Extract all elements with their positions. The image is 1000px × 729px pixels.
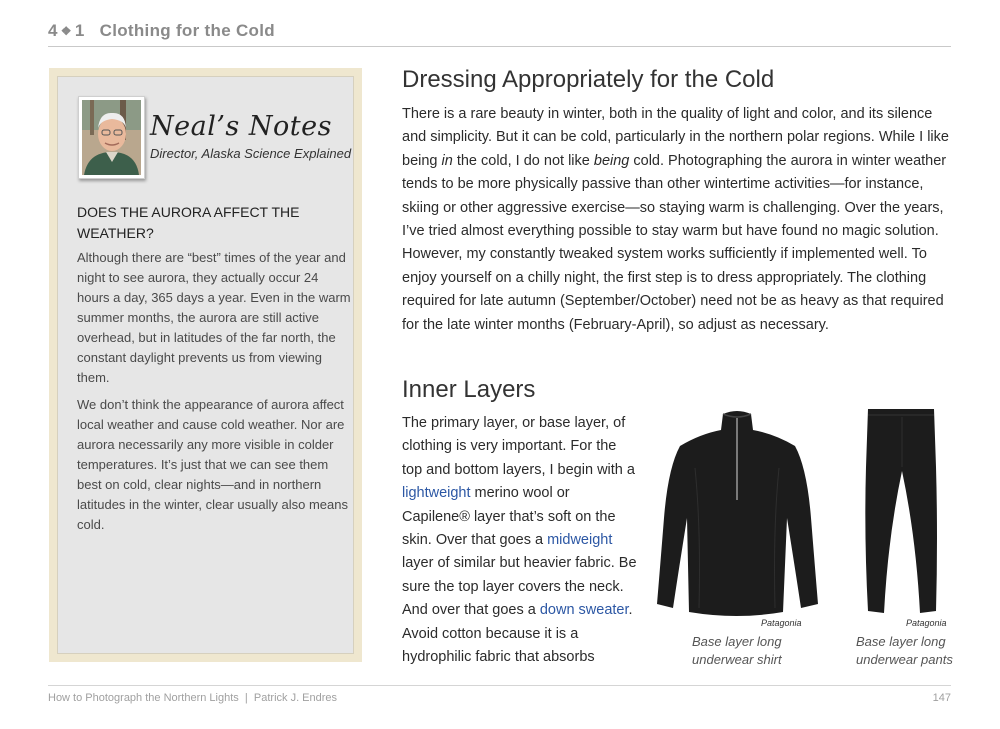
chapter-number: 4 (48, 21, 58, 40)
page-footer (48, 685, 951, 708)
pants-caption-line-1: Base layer long (856, 634, 946, 649)
section-number: 1 (74, 21, 85, 40)
shirt-caption-line-2: underwear shirt (692, 652, 782, 667)
shirt-caption-line-1: Base layer long (692, 634, 782, 649)
base-layer-pants-image (862, 407, 940, 617)
chapter-header (48, 18, 951, 47)
footer-author: Patrick J. Endres (253, 692, 338, 704)
intro-paragraph (402, 103, 952, 337)
pants-icon (862, 407, 940, 617)
inner-layers-paragraph (402, 412, 638, 669)
intro-emphasis-being: being (593, 152, 630, 169)
intro-text-1: There is a rare beauty in winter, both in the quality of light and color, and its silence and simplicity. But it can be cold, particularly in the northern polar regions. While I like being (402, 106, 949, 169)
footer-book-title: How to Photograph the Northern Lights (48, 692, 239, 704)
inner-text-4: . Avoid cotton because it is a hydrophilic fabric that absorbs (402, 602, 633, 666)
sidebar-paragraph-1: Although there are “best” times of the year and night to see aurora, they actually occur 24 hours a day, 365 days a year. Even in the warm summer months, the aurora are still active overhead, but in latitudes of the far north, the constant daylight prevents us from viewing them. (77, 250, 351, 385)
section-title: Dressing Appropriately for the Cold (402, 66, 775, 93)
inner-text-1: The primary layer, or base layer, of clothing is very important. For the top and bottom layers, I begin with a (402, 415, 635, 478)
intro-text-3: cold. Photographing the aurora in winter weather tends to be more physically passive than other wintertime activities—for instance, skiing or other aggressive exercise—so staying warm is challenging. Over the years, I’ve tried almost everything possible to stay warm but have found no magic solution. However, my constantly tweaked system works sufficiently if implemented well. To enjoy yourself on a chilly night, the first step is to dress appropriately. The clothing required for late autumn (September/October) need not be as heavy as that required for the late winter months (February-April), so adjust as necessary. (402, 152, 947, 333)
sidebar-title: Neal’s Notes (150, 111, 332, 142)
intro-text-2: the cold, I do not like (452, 152, 594, 169)
diamond-separator-icon: ❖ (60, 24, 72, 38)
subsection-title: Inner Layers (402, 376, 536, 403)
portrait-photo (82, 100, 141, 175)
sidebar-question-heading: DOES THE AURORA AFFECT THE WEATHER? (77, 204, 300, 241)
shirt-icon (655, 408, 820, 618)
base-layer-shirt-image (655, 408, 820, 618)
chapter-title: Clothing for the Cold (99, 21, 275, 40)
lightweight-link[interactable]: lightweight (402, 485, 471, 502)
shirt-caption (692, 633, 812, 669)
intro-emphasis-in: in (441, 152, 453, 169)
inner-text-2: merino wool or Capilene® layer that’s soft on the skin. Over that goes a (402, 485, 616, 549)
pants-brand-label: Patagonia (906, 618, 947, 628)
pants-caption (856, 633, 966, 669)
sidebar-subtitle: Director, Alaska Science Explained (150, 146, 352, 161)
pants-caption-line-2: underwear pants (856, 652, 953, 667)
page-number: 147 (932, 692, 951, 704)
footer-separator: | (244, 692, 248, 704)
author-portrait (78, 96, 145, 179)
midweight-link[interactable]: midweight (547, 532, 613, 549)
sidebar-inner (57, 76, 354, 654)
down-sweater-link[interactable]: down sweater (539, 602, 629, 619)
chapter-heading (48, 21, 275, 41)
inner-text-3: layer of similar but heavier fabric. Be sure the top layer covers the neck. And over that goes a (402, 555, 637, 619)
sidebar-notes-box (49, 68, 362, 662)
footer-credit (48, 692, 337, 704)
shirt-brand-label: Patagonia (761, 618, 802, 628)
sidebar-paragraph-2: We don’t think the appearance of aurora affect local weather and cause cold weather. Nor are aurora necessarily any more visible in colder temperatures. It’s just that we can see them best on cold, clear nights—and in northern latitudes in the winter, clear usually also means cold. (77, 397, 348, 532)
